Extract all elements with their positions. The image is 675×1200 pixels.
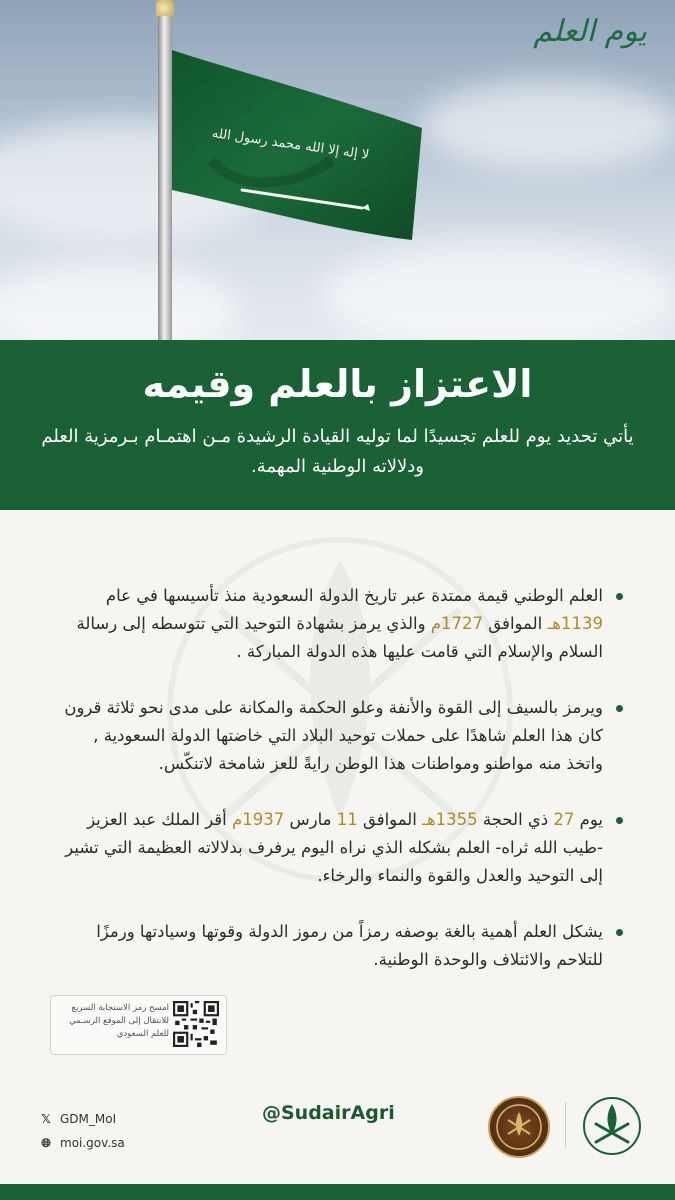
title-band [0, 340, 675, 510]
list-item: يشكل العلم أهمية بالغة بوصفه رمزاً من رموز الدولة وقوتها وسيادتها ورمزًا للتلاحم والائتلاف والوحدة الوطنية. [55, 918, 627, 974]
bottom-bar [0, 1184, 675, 1200]
content-area [0, 510, 675, 1080]
x-logo-icon: 𝕏 [41, 1112, 51, 1126]
highlight-greg-year: 1937م [232, 810, 285, 829]
flag-shahada: لا إله إلا الله محمد رسول الله [210, 126, 371, 163]
highlight-hijri-year: 1139هـ [547, 614, 603, 633]
qr-instructions: امسح رمز الاستجابة السريع للانتقال إلى الموقع الرسـمي للعلم السعودي [69, 1003, 169, 1039]
website-link[interactable]: 🌐︎ moi.gov.sa [38, 1136, 125, 1151]
flag-day-logo: يوم العلم [533, 14, 647, 49]
flagpole [158, 16, 172, 340]
moi-unit-emblem [488, 1096, 550, 1158]
list-item: ويرمز بالسيف إلى القوة والأنفة وعلو الحكمة والمكانة على مدى نحو ثلاثة قرون كان هذا العلم شاهدًا على حملات توحيد البلاد التي خاضتها الدولة السعودية , واتخذ منه مواطنو ومواطنات هذا الوطن رايةً للعز شامخة لاتنكّس. [55, 694, 627, 778]
page-subtitle: يأتي تحديد يوم للعلم تجسيدًا لما توليه القيادة الرشيدة مـن اهتمـام بـرمزية العلم ودلالاته الوطنية المهمة. [41, 426, 634, 477]
hero-image [0, 0, 675, 340]
globe-icon: 🌐︎ [41, 1136, 51, 1150]
saudi-emblem-icon [580, 1094, 644, 1158]
footer [0, 1080, 675, 1200]
divider [565, 1102, 566, 1148]
saudi-flag [172, 40, 432, 260]
highlight-hijri-year: 1355هـ [422, 810, 478, 829]
x-account[interactable]: 𝕏 GDM_MoI [38, 1112, 116, 1126]
highlight-day: 27 [553, 810, 575, 829]
list-item: يوم 27 ذي الحجة 1355هـ الموافق 11 مارس 1937م أقر الملك عبد العزيز -طيب الله ثراه- العلم بشكله الذي نراه اليوم يرفرف بدلالاته العظيمة التي تشير إلى التوحيد والعدل والقوة والنماء والرخاء. [55, 806, 627, 890]
sudair-handle[interactable]: @SudairAgri [262, 1102, 395, 1124]
highlight-greg-year: 1727م [430, 614, 484, 633]
highlight-greg-day: 11 [336, 810, 358, 829]
facts-list [55, 582, 627, 1002]
page-title: الاعتزاز بالعلم وقيمه [142, 362, 533, 406]
qr-code[interactable] [173, 1001, 219, 1047]
qr-callout[interactable] [50, 995, 227, 1055]
list-item: العلم الوطني قيمة ممتدة عبر تاريخ الدولة السعودية منذ تأسيسها في عام 1139هـ الموافق 1727م والذي يرمز بشهادة التوحيد التي تتوسطه إلى رسالة السلام والإسلام التي قامت عليها هذه الدولة المباركة . [55, 582, 627, 666]
